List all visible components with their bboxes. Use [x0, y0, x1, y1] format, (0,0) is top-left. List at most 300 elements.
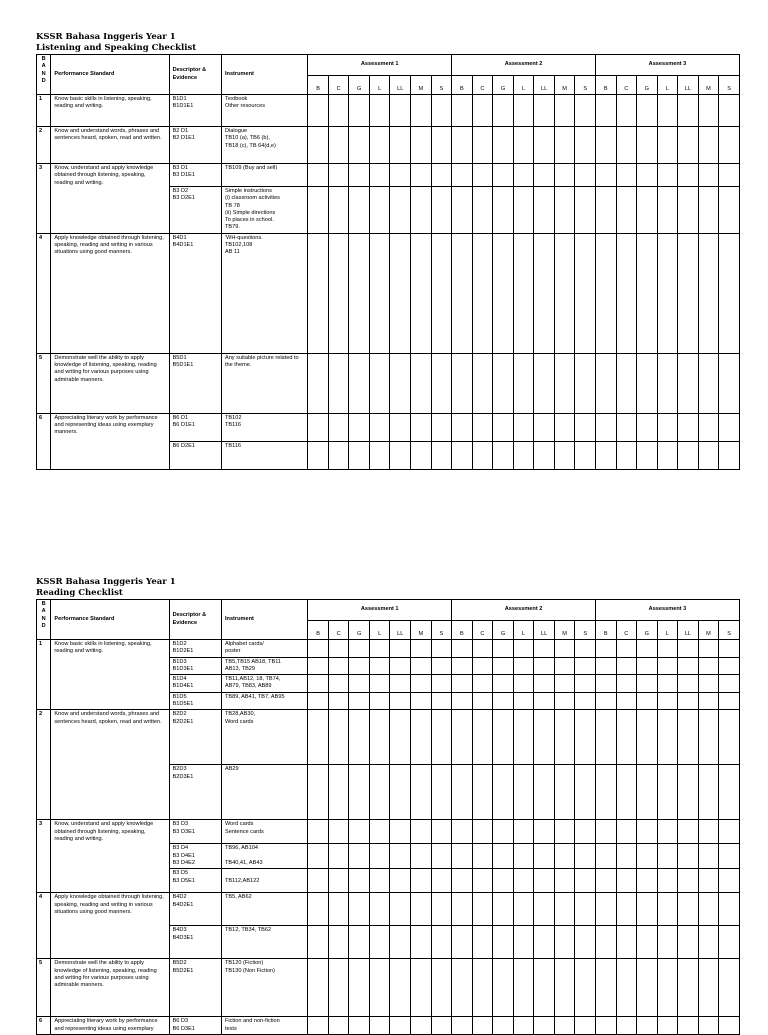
assessment-cell[interactable]	[554, 95, 575, 127]
assessment-cell[interactable]	[698, 353, 719, 413]
assessment-cell[interactable]	[390, 1017, 411, 1035]
assessment-cell[interactable]	[554, 869, 575, 893]
assessment-cell[interactable]	[328, 765, 349, 820]
assessment-cell[interactable]	[390, 765, 411, 820]
assessment-cell[interactable]	[616, 926, 637, 959]
assessment-cell[interactable]	[349, 187, 370, 234]
assessment-cell[interactable]	[719, 820, 740, 844]
assessment-cell[interactable]	[678, 95, 699, 127]
assessment-cell[interactable]	[411, 233, 432, 353]
assessment-cell[interactable]	[369, 820, 390, 844]
assessment-cell[interactable]	[534, 1017, 555, 1035]
assessment-cell[interactable]	[493, 959, 514, 1017]
assessment-cell[interactable]	[328, 869, 349, 893]
assessment-cell[interactable]	[411, 926, 432, 959]
assessment-cell[interactable]	[698, 692, 719, 710]
assessment-cell[interactable]	[534, 640, 555, 658]
assessment-cell[interactable]	[369, 441, 390, 469]
assessment-cell[interactable]	[328, 692, 349, 710]
assessment-cell[interactable]	[369, 233, 390, 353]
assessment-cell[interactable]	[719, 413, 740, 441]
assessment-cell[interactable]	[369, 1017, 390, 1035]
assessment-cell[interactable]	[431, 675, 452, 693]
assessment-cell[interactable]	[616, 692, 637, 710]
assessment-cell[interactable]	[513, 187, 534, 234]
assessment-cell[interactable]	[349, 844, 370, 869]
assessment-cell[interactable]	[678, 441, 699, 469]
assessment-cell[interactable]	[534, 959, 555, 1017]
assessment-cell[interactable]	[308, 692, 329, 710]
assessment-cell[interactable]	[678, 1017, 699, 1035]
assessment-cell[interactable]	[390, 640, 411, 658]
assessment-cell[interactable]	[411, 675, 432, 693]
assessment-cell[interactable]	[349, 164, 370, 187]
assessment-cell[interactable]	[719, 675, 740, 693]
assessment-cell[interactable]	[595, 926, 616, 959]
assessment-cell[interactable]	[369, 710, 390, 765]
assessment-cell[interactable]	[575, 869, 596, 893]
assessment-cell[interactable]	[534, 441, 555, 469]
assessment-cell[interactable]	[493, 95, 514, 127]
assessment-cell[interactable]	[575, 657, 596, 675]
assessment-cell[interactable]	[534, 657, 555, 675]
assessment-cell[interactable]	[513, 441, 534, 469]
assessment-cell[interactable]	[390, 95, 411, 127]
assessment-cell[interactable]	[308, 233, 329, 353]
assessment-cell[interactable]	[328, 640, 349, 658]
assessment-cell[interactable]	[411, 413, 432, 441]
assessment-cell[interactable]	[657, 765, 678, 820]
assessment-cell[interactable]	[328, 127, 349, 164]
assessment-cell[interactable]	[719, 657, 740, 675]
assessment-cell[interactable]	[513, 353, 534, 413]
assessment-cell[interactable]	[616, 820, 637, 844]
assessment-cell[interactable]	[452, 844, 473, 869]
assessment-cell[interactable]	[678, 233, 699, 353]
assessment-cell[interactable]	[493, 820, 514, 844]
assessment-cell[interactable]	[575, 926, 596, 959]
assessment-cell[interactable]	[369, 187, 390, 234]
assessment-cell[interactable]	[554, 164, 575, 187]
assessment-cell[interactable]	[719, 926, 740, 959]
assessment-cell[interactable]	[698, 820, 719, 844]
assessment-cell[interactable]	[493, 441, 514, 469]
assessment-cell[interactable]	[349, 353, 370, 413]
assessment-cell[interactable]	[575, 692, 596, 710]
assessment-cell[interactable]	[472, 765, 493, 820]
assessment-cell[interactable]	[513, 844, 534, 869]
assessment-cell[interactable]	[369, 95, 390, 127]
assessment-cell[interactable]	[493, 926, 514, 959]
assessment-cell[interactable]	[616, 1017, 637, 1035]
assessment-cell[interactable]	[534, 765, 555, 820]
assessment-cell[interactable]	[369, 926, 390, 959]
assessment-cell[interactable]	[349, 413, 370, 441]
assessment-cell[interactable]	[554, 675, 575, 693]
assessment-cell[interactable]	[431, 710, 452, 765]
assessment-cell[interactable]	[369, 844, 390, 869]
assessment-cell[interactable]	[513, 164, 534, 187]
assessment-cell[interactable]	[411, 127, 432, 164]
assessment-cell[interactable]	[308, 127, 329, 164]
assessment-cell[interactable]	[472, 187, 493, 234]
assessment-cell[interactable]	[554, 844, 575, 869]
assessment-cell[interactable]	[637, 710, 658, 765]
assessment-cell[interactable]	[595, 1017, 616, 1035]
assessment-cell[interactable]	[554, 441, 575, 469]
assessment-cell[interactable]	[719, 765, 740, 820]
assessment-cell[interactable]	[657, 959, 678, 1017]
assessment-cell[interactable]	[657, 1017, 678, 1035]
assessment-cell[interactable]	[554, 640, 575, 658]
assessment-cell[interactable]	[328, 164, 349, 187]
assessment-cell[interactable]	[308, 441, 329, 469]
assessment-cell[interactable]	[678, 844, 699, 869]
assessment-cell[interactable]	[575, 164, 596, 187]
assessment-cell[interactable]	[452, 441, 473, 469]
assessment-cell[interactable]	[431, 233, 452, 353]
assessment-cell[interactable]	[328, 353, 349, 413]
assessment-cell[interactable]	[328, 710, 349, 765]
assessment-cell[interactable]	[534, 95, 555, 127]
assessment-cell[interactable]	[472, 1017, 493, 1035]
assessment-cell[interactable]	[616, 187, 637, 234]
assessment-cell[interactable]	[513, 893, 534, 926]
assessment-cell[interactable]	[719, 441, 740, 469]
assessment-cell[interactable]	[369, 869, 390, 893]
assessment-cell[interactable]	[328, 657, 349, 675]
assessment-cell[interactable]	[369, 692, 390, 710]
assessment-cell[interactable]	[698, 926, 719, 959]
assessment-cell[interactable]	[369, 127, 390, 164]
assessment-cell[interactable]	[554, 820, 575, 844]
assessment-cell[interactable]	[472, 675, 493, 693]
assessment-cell[interactable]	[595, 413, 616, 441]
assessment-cell[interactable]	[554, 926, 575, 959]
assessment-cell[interactable]	[698, 413, 719, 441]
assessment-cell[interactable]	[698, 1017, 719, 1035]
assessment-cell[interactable]	[513, 765, 534, 820]
assessment-cell[interactable]	[390, 926, 411, 959]
assessment-cell[interactable]	[452, 640, 473, 658]
assessment-cell[interactable]	[328, 675, 349, 693]
assessment-cell[interactable]	[657, 353, 678, 413]
assessment-cell[interactable]	[349, 233, 370, 353]
assessment-cell[interactable]	[595, 187, 616, 234]
assessment-cell[interactable]	[411, 820, 432, 844]
assessment-cell[interactable]	[411, 353, 432, 413]
assessment-cell[interactable]	[431, 959, 452, 1017]
assessment-cell[interactable]	[616, 893, 637, 926]
assessment-cell[interactable]	[657, 692, 678, 710]
assessment-cell[interactable]	[678, 657, 699, 675]
assessment-cell[interactable]	[493, 893, 514, 926]
assessment-cell[interactable]	[493, 844, 514, 869]
assessment-cell[interactable]	[637, 353, 658, 413]
assessment-cell[interactable]	[308, 164, 329, 187]
assessment-cell[interactable]	[390, 959, 411, 1017]
assessment-cell[interactable]	[534, 233, 555, 353]
assessment-cell[interactable]	[575, 353, 596, 413]
assessment-cell[interactable]	[595, 164, 616, 187]
assessment-cell[interactable]	[678, 640, 699, 658]
assessment-cell[interactable]	[575, 820, 596, 844]
assessment-cell[interactable]	[493, 164, 514, 187]
assessment-cell[interactable]	[431, 1017, 452, 1035]
assessment-cell[interactable]	[308, 1017, 329, 1035]
assessment-cell[interactable]	[452, 95, 473, 127]
assessment-cell[interactable]	[513, 127, 534, 164]
assessment-cell[interactable]	[452, 765, 473, 820]
assessment-cell[interactable]	[390, 233, 411, 353]
assessment-cell[interactable]	[698, 233, 719, 353]
assessment-cell[interactable]	[369, 640, 390, 658]
assessment-cell[interactable]	[308, 926, 329, 959]
assessment-cell[interactable]	[431, 353, 452, 413]
assessment-cell[interactable]	[698, 164, 719, 187]
assessment-cell[interactable]	[493, 353, 514, 413]
assessment-cell[interactable]	[554, 413, 575, 441]
assessment-cell[interactable]	[390, 353, 411, 413]
assessment-cell[interactable]	[657, 657, 678, 675]
assessment-cell[interactable]	[390, 187, 411, 234]
assessment-cell[interactable]	[369, 164, 390, 187]
assessment-cell[interactable]	[698, 893, 719, 926]
assessment-cell[interactable]	[411, 187, 432, 234]
assessment-cell[interactable]	[411, 959, 432, 1017]
assessment-cell[interactable]	[698, 869, 719, 893]
assessment-cell[interactable]	[698, 441, 719, 469]
assessment-cell[interactable]	[616, 869, 637, 893]
assessment-cell[interactable]	[616, 675, 637, 693]
assessment-cell[interactable]	[678, 353, 699, 413]
assessment-cell[interactable]	[390, 710, 411, 765]
assessment-cell[interactable]	[513, 710, 534, 765]
assessment-cell[interactable]	[616, 844, 637, 869]
assessment-cell[interactable]	[328, 95, 349, 127]
assessment-cell[interactable]	[308, 413, 329, 441]
assessment-cell[interactable]	[657, 127, 678, 164]
assessment-cell[interactable]	[493, 675, 514, 693]
assessment-cell[interactable]	[719, 959, 740, 1017]
assessment-cell[interactable]	[678, 820, 699, 844]
assessment-cell[interactable]	[657, 893, 678, 926]
assessment-cell[interactable]	[452, 692, 473, 710]
assessment-cell[interactable]	[698, 95, 719, 127]
assessment-cell[interactable]	[637, 692, 658, 710]
assessment-cell[interactable]	[472, 95, 493, 127]
assessment-cell[interactable]	[637, 657, 658, 675]
assessment-cell[interactable]	[493, 765, 514, 820]
assessment-cell[interactable]	[554, 959, 575, 1017]
assessment-cell[interactable]	[678, 710, 699, 765]
assessment-cell[interactable]	[493, 127, 514, 164]
assessment-cell[interactable]	[637, 164, 658, 187]
assessment-cell[interactable]	[390, 127, 411, 164]
assessment-cell[interactable]	[513, 233, 534, 353]
assessment-cell[interactable]	[369, 765, 390, 820]
assessment-cell[interactable]	[452, 164, 473, 187]
assessment-cell[interactable]	[349, 869, 370, 893]
assessment-cell[interactable]	[678, 959, 699, 1017]
assessment-cell[interactable]	[452, 127, 473, 164]
assessment-cell[interactable]	[349, 127, 370, 164]
assessment-cell[interactable]	[595, 710, 616, 765]
assessment-cell[interactable]	[452, 233, 473, 353]
assessment-cell[interactable]	[554, 1017, 575, 1035]
assessment-cell[interactable]	[637, 441, 658, 469]
assessment-cell[interactable]	[616, 233, 637, 353]
assessment-cell[interactable]	[349, 441, 370, 469]
assessment-cell[interactable]	[575, 675, 596, 693]
assessment-cell[interactable]	[328, 893, 349, 926]
assessment-cell[interactable]	[657, 710, 678, 765]
assessment-cell[interactable]	[595, 820, 616, 844]
assessment-cell[interactable]	[390, 893, 411, 926]
assessment-cell[interactable]	[308, 657, 329, 675]
assessment-cell[interactable]	[349, 765, 370, 820]
assessment-cell[interactable]	[719, 844, 740, 869]
assessment-cell[interactable]	[452, 959, 473, 1017]
assessment-cell[interactable]	[637, 765, 658, 820]
assessment-cell[interactable]	[534, 127, 555, 164]
assessment-cell[interactable]	[472, 353, 493, 413]
assessment-cell[interactable]	[554, 127, 575, 164]
assessment-cell[interactable]	[308, 187, 329, 234]
assessment-cell[interactable]	[678, 164, 699, 187]
assessment-cell[interactable]	[513, 657, 534, 675]
assessment-cell[interactable]	[657, 441, 678, 469]
assessment-cell[interactable]	[452, 926, 473, 959]
assessment-cell[interactable]	[513, 640, 534, 658]
assessment-cell[interactable]	[390, 675, 411, 693]
assessment-cell[interactable]	[637, 233, 658, 353]
assessment-cell[interactable]	[575, 1017, 596, 1035]
assessment-cell[interactable]	[328, 187, 349, 234]
assessment-cell[interactable]	[472, 893, 493, 926]
assessment-cell[interactable]	[349, 959, 370, 1017]
assessment-cell[interactable]	[493, 710, 514, 765]
assessment-cell[interactable]	[308, 959, 329, 1017]
assessment-cell[interactable]	[349, 710, 370, 765]
assessment-cell[interactable]	[308, 820, 329, 844]
assessment-cell[interactable]	[637, 869, 658, 893]
assessment-cell[interactable]	[657, 187, 678, 234]
assessment-cell[interactable]	[513, 413, 534, 441]
assessment-cell[interactable]	[431, 820, 452, 844]
assessment-cell[interactable]	[637, 820, 658, 844]
assessment-cell[interactable]	[678, 893, 699, 926]
assessment-cell[interactable]	[616, 413, 637, 441]
assessment-cell[interactable]	[452, 675, 473, 693]
assessment-cell[interactable]	[657, 164, 678, 187]
assessment-cell[interactable]	[472, 926, 493, 959]
assessment-cell[interactable]	[411, 95, 432, 127]
assessment-cell[interactable]	[698, 710, 719, 765]
assessment-cell[interactable]	[534, 187, 555, 234]
assessment-cell[interactable]	[595, 127, 616, 164]
assessment-cell[interactable]	[349, 1017, 370, 1035]
assessment-cell[interactable]	[575, 95, 596, 127]
assessment-cell[interactable]	[349, 926, 370, 959]
assessment-cell[interactable]	[595, 893, 616, 926]
assessment-cell[interactable]	[637, 926, 658, 959]
assessment-cell[interactable]	[411, 893, 432, 926]
assessment-cell[interactable]	[411, 869, 432, 893]
assessment-cell[interactable]	[349, 893, 370, 926]
assessment-cell[interactable]	[637, 640, 658, 658]
assessment-cell[interactable]	[472, 710, 493, 765]
assessment-cell[interactable]	[698, 657, 719, 675]
assessment-cell[interactable]	[390, 657, 411, 675]
assessment-cell[interactable]	[719, 233, 740, 353]
assessment-cell[interactable]	[657, 640, 678, 658]
assessment-cell[interactable]	[390, 441, 411, 469]
assessment-cell[interactable]	[595, 692, 616, 710]
assessment-cell[interactable]	[698, 675, 719, 693]
assessment-cell[interactable]	[554, 893, 575, 926]
assessment-cell[interactable]	[554, 187, 575, 234]
assessment-cell[interactable]	[411, 657, 432, 675]
assessment-cell[interactable]	[328, 926, 349, 959]
assessment-cell[interactable]	[657, 675, 678, 693]
assessment-cell[interactable]	[575, 710, 596, 765]
assessment-cell[interactable]	[678, 187, 699, 234]
assessment-cell[interactable]	[390, 413, 411, 441]
assessment-cell[interactable]	[534, 869, 555, 893]
assessment-cell[interactable]	[493, 869, 514, 893]
assessment-cell[interactable]	[595, 95, 616, 127]
assessment-cell[interactable]	[554, 353, 575, 413]
assessment-cell[interactable]	[452, 710, 473, 765]
assessment-cell[interactable]	[657, 413, 678, 441]
assessment-cell[interactable]	[637, 893, 658, 926]
assessment-cell[interactable]	[431, 692, 452, 710]
assessment-cell[interactable]	[719, 692, 740, 710]
assessment-cell[interactable]	[678, 413, 699, 441]
assessment-cell[interactable]	[616, 127, 637, 164]
assessment-cell[interactable]	[328, 413, 349, 441]
assessment-cell[interactable]	[472, 127, 493, 164]
assessment-cell[interactable]	[513, 869, 534, 893]
assessment-cell[interactable]	[554, 657, 575, 675]
assessment-cell[interactable]	[534, 893, 555, 926]
assessment-cell[interactable]	[493, 657, 514, 675]
assessment-cell[interactable]	[595, 765, 616, 820]
assessment-cell[interactable]	[513, 926, 534, 959]
assessment-cell[interactable]	[472, 820, 493, 844]
assessment-cell[interactable]	[308, 353, 329, 413]
assessment-cell[interactable]	[493, 640, 514, 658]
assessment-cell[interactable]	[513, 95, 534, 127]
assessment-cell[interactable]	[575, 233, 596, 353]
assessment-cell[interactable]	[657, 926, 678, 959]
assessment-cell[interactable]	[411, 710, 432, 765]
assessment-cell[interactable]	[452, 187, 473, 234]
assessment-cell[interactable]	[431, 441, 452, 469]
assessment-cell[interactable]	[431, 657, 452, 675]
assessment-cell[interactable]	[575, 441, 596, 469]
assessment-cell[interactable]	[534, 675, 555, 693]
assessment-cell[interactable]	[513, 692, 534, 710]
assessment-cell[interactable]	[698, 959, 719, 1017]
assessment-cell[interactable]	[431, 844, 452, 869]
assessment-cell[interactable]	[698, 640, 719, 658]
assessment-cell[interactable]	[411, 164, 432, 187]
assessment-cell[interactable]	[472, 640, 493, 658]
assessment-cell[interactable]	[349, 820, 370, 844]
assessment-cell[interactable]	[678, 926, 699, 959]
